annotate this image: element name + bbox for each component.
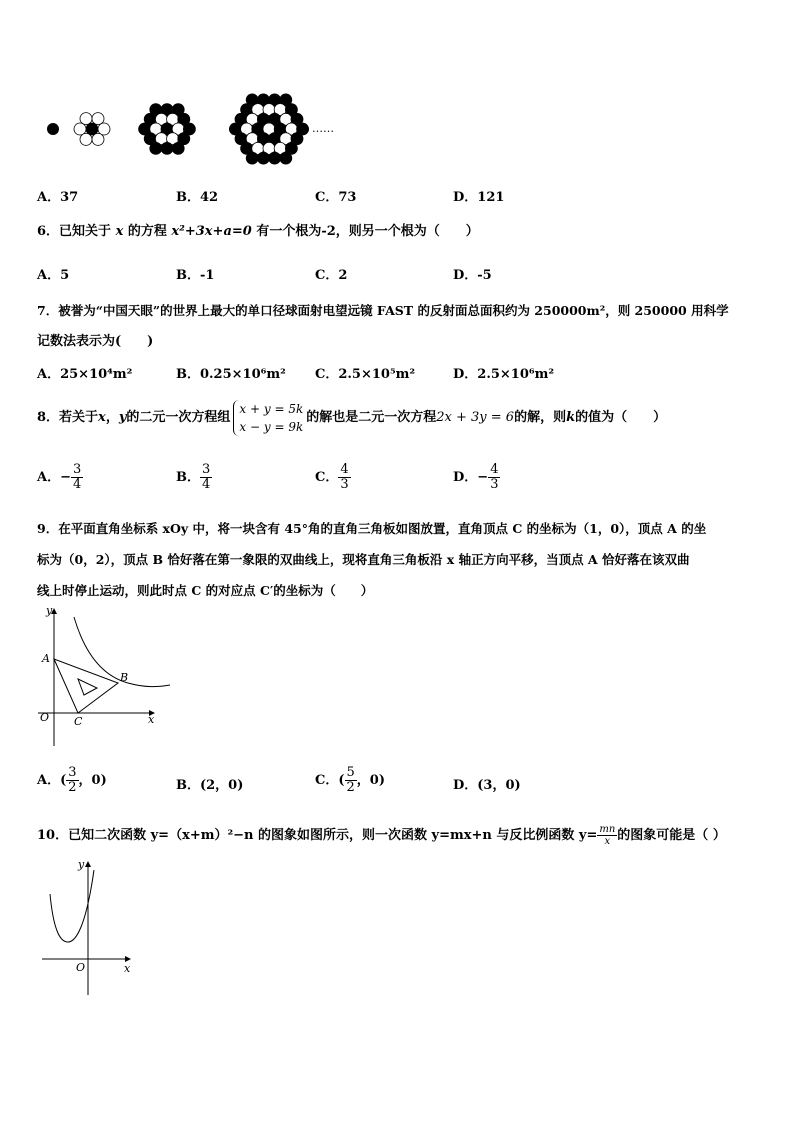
- question-6: 6．已知关于 x 的方程 x²+3x+a=0 有一个根为-2，则另一个根为（ ）: [37, 224, 479, 239]
- pattern-dot: [161, 142, 173, 154]
- pattern-2: [74, 113, 110, 146]
- svg-text:y: y: [78, 858, 85, 871]
- q5-option-a: A．37: [37, 190, 79, 205]
- q5-option-b: B．42: [176, 190, 219, 205]
- question-9: 9．在平面直角坐标系 xOy 中，将一块含有 45°角的直角三角板如图放置，直角顶点 C 的坐标为（1，0），顶点 A 的坐 标为（0，2），顶点 B 恰好落在第一象限的双曲线上，现将直角三角板沿 x 轴正方向平移，当顶点 A 恰好落在该双曲 线上时停止运动，则此时点 C 的对应点 C′的坐标为（ ）: [37, 521, 707, 598]
- q9-option-d: D．(3，0): [453, 778, 521, 793]
- q8-option-d: D．− $\frac{4}{3}$: [453, 462, 499, 492]
- q9-option-a: A．( $\frac{3}{2}$ ，0): [37, 765, 107, 795]
- q7-option-b: B．0.25×10⁶m²: [176, 367, 286, 382]
- pattern-dot: [172, 142, 184, 154]
- q9-figure: [36, 603, 176, 748]
- q6-option-a: A．5: [37, 268, 70, 283]
- q8-option-b: B． $\frac{3}{4}$: [176, 462, 211, 492]
- q6-option-b: B．-1: [176, 268, 215, 283]
- q5-option-c: C．73: [315, 190, 357, 205]
- equation-system: x + y = 5k x − y = 9k: [233, 400, 303, 436]
- parabola-curve: [50, 870, 94, 942]
- q6-option-c: C．2: [315, 268, 348, 283]
- q7-option-d: D．2.5×10⁶m²: [453, 367, 555, 382]
- svg-text:B: B: [120, 671, 129, 684]
- question-7: 7．被誉为“中国天眼”的世界上最大的单口径球面射电望远镜 FAST 的反射面总面积约为 250000m²，则 250000 用科学 记数法表示为( ): [37, 303, 729, 349]
- pattern-3: [139, 104, 196, 155]
- question-10: 10．已知二次函数 y=（x+m）²−n 的图象如图所示，则一次函数 y=mx+n 与反比例函数 y= $\frac{mn}{x}$ 的图象可能是（ ）: [37, 824, 726, 847]
- q9-option-c: C．( $\frac{5}{2}$ ，0): [315, 765, 385, 795]
- svg-text:A: A: [42, 652, 50, 665]
- svg-text:C: C: [74, 715, 83, 728]
- svg-text:O: O: [76, 961, 86, 974]
- q8-option-c: C． $\frac{4}{3}$: [315, 462, 349, 492]
- svg-text:O: O: [40, 711, 50, 724]
- pattern-dot: [269, 152, 281, 164]
- q7-option-a: A．25×10⁴m²: [37, 367, 133, 382]
- dot-pattern-figure: [40, 85, 360, 170]
- pattern-dot: [257, 152, 269, 164]
- triangle-abc: [54, 659, 118, 713]
- q6-option-d: D．-5: [453, 268, 492, 283]
- pattern-dot: [150, 142, 162, 154]
- q7-option-c: C．2.5×10⁵m²: [315, 367, 416, 382]
- svg-text:x: x: [148, 713, 155, 726]
- pattern-dot: [280, 152, 292, 164]
- question-8: 8．若关于x，y的二元一次方程组 x + y = 5k x − y = 9k 的解也是二元一次方程2x + 3y = 6的解，则k的值为（ ）: [37, 401, 667, 434]
- q8-option-a: A．− $\frac{3}{4}$: [37, 462, 82, 492]
- q9-option-b: B．(2，0): [176, 778, 244, 793]
- triangle-inner-hole: [78, 679, 97, 695]
- q5-option-d: D．121: [453, 190, 505, 205]
- svg-text:y: y: [46, 604, 53, 617]
- q10-figure: [40, 858, 140, 998]
- pattern-dot: [246, 152, 258, 164]
- pattern-4: [229, 94, 308, 164]
- pattern-1: [47, 123, 59, 135]
- pattern-ellipsis: ……: [312, 122, 334, 135]
- svg-text:x: x: [124, 962, 131, 975]
